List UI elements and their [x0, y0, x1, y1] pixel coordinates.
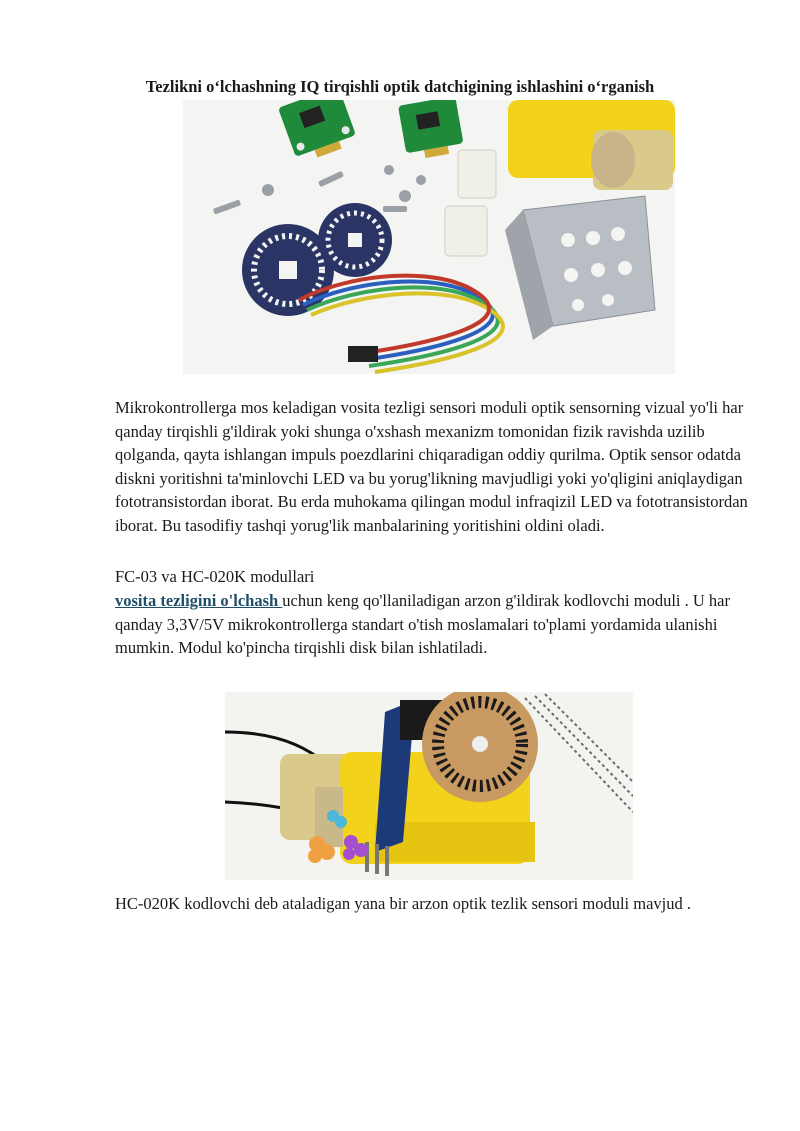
encoder-assembly-photo	[225, 692, 633, 880]
modules-paragraph	[115, 589, 755, 660]
speed-measurement-link[interactable]: vosita tezligini o'lchash	[115, 591, 283, 610]
sensor-kit-photo	[183, 100, 675, 374]
hc020k-paragraph: HC-020K kodlovchi deb ataladigan yana bir arzon optik tezlik sensori moduli mavjud .	[115, 894, 691, 913]
modules-paragraph-text: uchun keng qo'llaniladigan arzon g'ildirak kodlovchi moduli . U har qanday 3,3V/5V mikrokontrollerga standart o'tish moslamalari to'plami yordamida ulanishi mumkin. Modul ko'pincha tirqishli disk bilan ishlatiladi.	[115, 591, 730, 658]
intro-paragraph: Mikrokontrollerga mos keladigan vosita tezligi sensori moduli optik sensorning vizual yo'li har qanday tirqishli g'ildirak yoki shunga o'xshash mexanizm tomonidan fizik ravishda uzilib qolganda, qayta ishlangan impuls poezdlarini chiqaradigan oddiy qurilma. Optik sensor odatda diskni yoritishni ta'minlovchi LED va bu yorug'likning mavjudligi yoki yo'qligini aniqlaydigan fototransistordan iborat. Bu erda muhokama qilingan modul infraqizil LED va fototransistordan iborat. Bu tasodifiy tashqi yorug'lik manbalarining yoritishini oldini oladi.	[115, 398, 748, 535]
page-title: Tezlikni o‘lchashning IQ tirqishli optik datchigining ishlashini o‘rganish	[145, 77, 655, 96]
modules-heading: FC-03 va HC-020K modullari	[115, 567, 315, 586]
